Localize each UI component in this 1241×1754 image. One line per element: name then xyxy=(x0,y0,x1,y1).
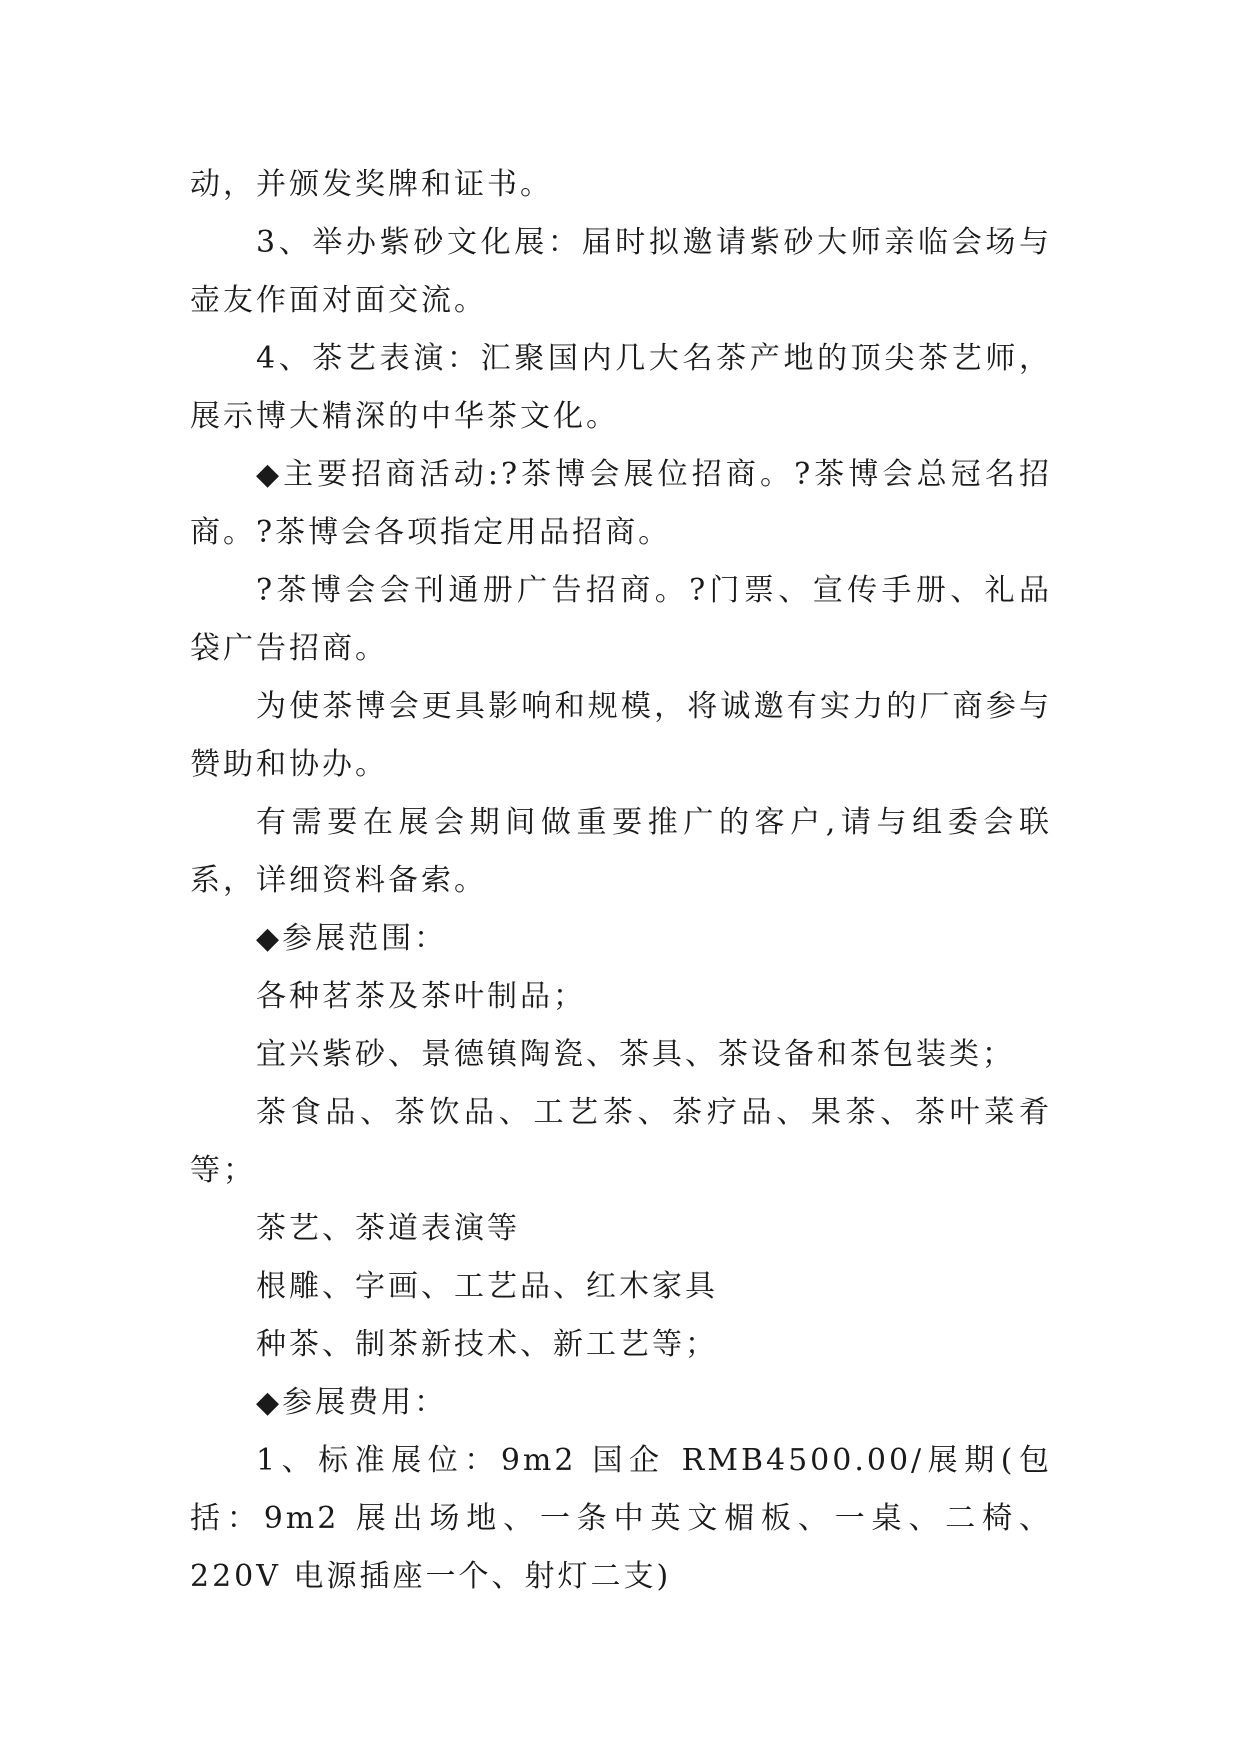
paragraph-contact-organizer: 有需要在展会期间做重要推广的客户,请与组委会联系，详细资料备索。 xyxy=(190,805,1052,898)
scope-item-tea-technology: 种茶、制茶新技术、新工艺等； xyxy=(256,1327,718,1362)
paragraph-tea-art-performance: 4、茶艺表演：汇聚国内几大名茶产地的顶尖茶艺师，展示博大精深的中华茶文化。 xyxy=(190,341,1052,434)
scope-item-crafts-furniture: 根雕、字画、工艺品、红木家具 xyxy=(256,1269,718,1304)
paragraph-main-investment-activities: ◆主要招商活动:?茶博会展位招商。?茶博会总冠名招商。?茶博会各项指定用品招商。 xyxy=(190,457,1052,550)
scope-item-tea-ceremony: 茶艺、茶道表演等 xyxy=(256,1211,520,1246)
heading-exhibit-scope: ◆参展范围： xyxy=(256,921,448,956)
scope-item-tea-foods: 茶食品、茶饮品、工艺茶、茶疗品、果茶、茶叶菜肴等； xyxy=(190,1095,1052,1188)
fee-item-standard-booth: 1、标准展位：9m2 国企 RMB4500.00/展期(包括：9m2 展出场地、一条中英文楣板、一桌、二椅、220V 电源插座一个、射灯二支) xyxy=(190,1443,1052,1594)
document-body xyxy=(190,156,1052,1606)
scope-item-tea-products: 各种茗茶及茶叶制品； xyxy=(256,979,586,1014)
paragraph-zisha-exhibition: 3、举办紫砂文化展：届时拟邀请紫砂大师亲临会场与壶友作面对面交流。 xyxy=(190,225,1052,318)
paragraph-award-continuation: 动，并颁发奖牌和证书。 xyxy=(190,167,553,202)
paragraph-sponsor-invitation: 为使茶博会更具影响和规模，将诚邀有实力的厂商参与赞助和协办。 xyxy=(190,689,1052,782)
paragraph-advertising-investment: ?茶博会会刊通册广告招商。?门票、宣传手册、礼品袋广告招商。 xyxy=(190,573,1052,666)
heading-exhibit-fees: ◆参展费用： xyxy=(256,1385,448,1420)
scope-item-ceramics-teaware: 宜兴紫砂、景德镇陶瓷、茶具、茶设备和茶包装类； xyxy=(256,1037,1015,1072)
